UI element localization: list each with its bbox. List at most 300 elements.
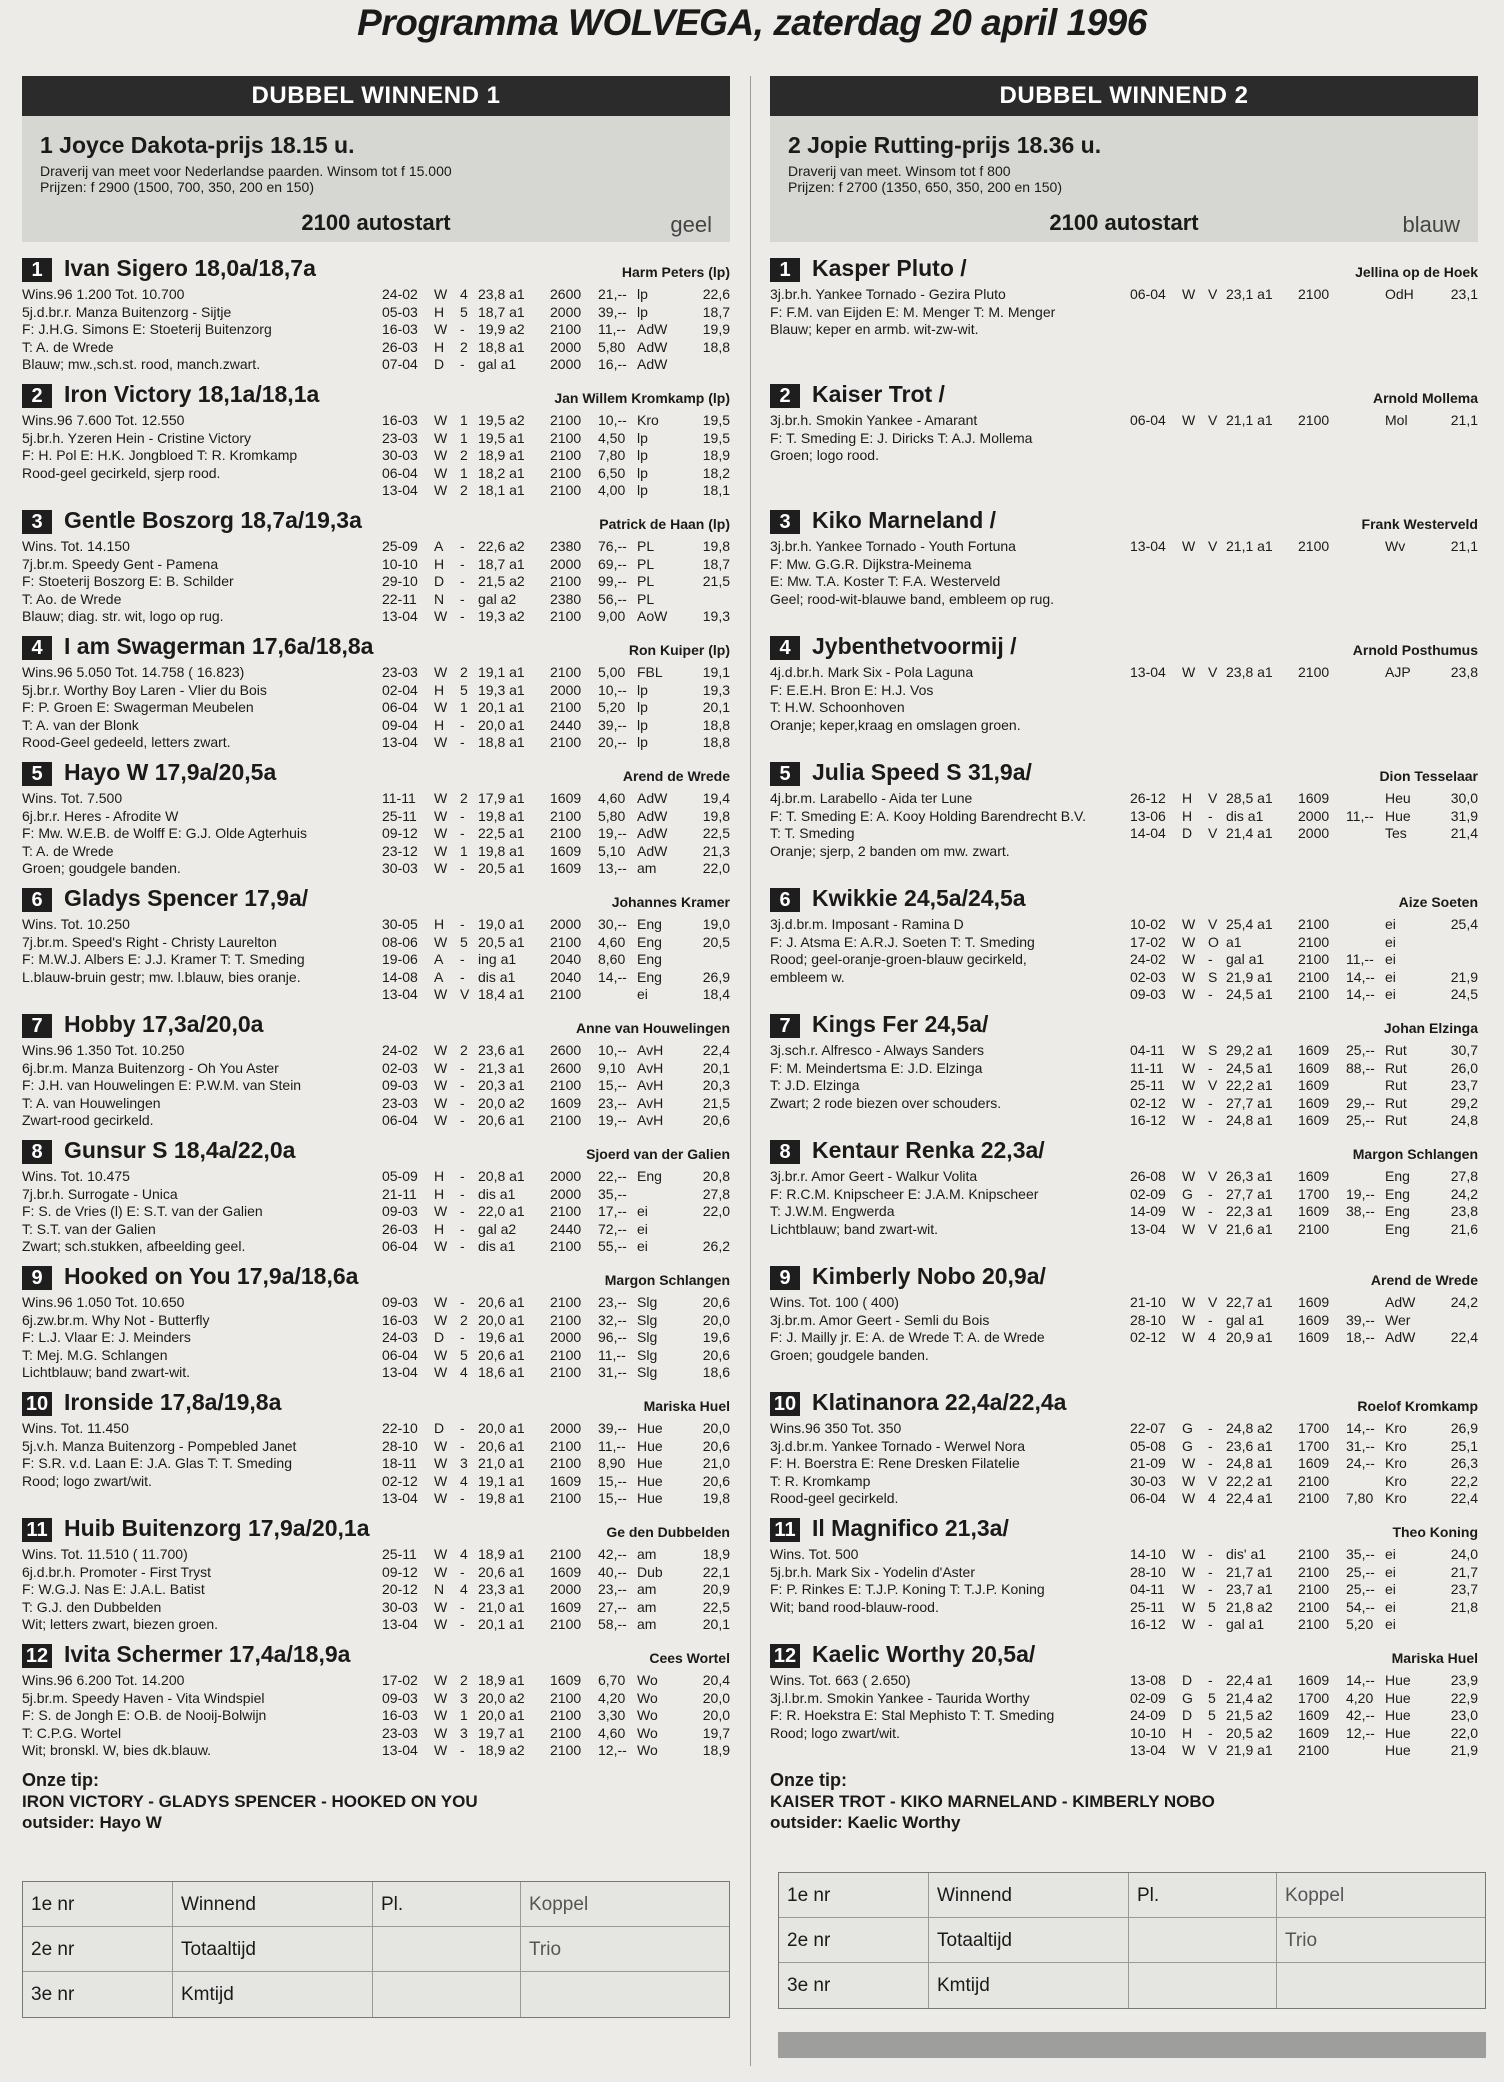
result-date: 06-04	[1130, 286, 1166, 302]
result-kmtime: 23,7	[1450, 1581, 1478, 1597]
result-kmtime: 21,3	[702, 842, 730, 859]
start-number: 10	[770, 1392, 800, 1416]
result-row	[1130, 286, 1478, 304]
result-row	[382, 412, 730, 430]
tip-line: KAISER TROT - KIKO MARNELAND - KIMBERLY NOBO	[770, 1792, 1215, 1811]
result-row	[1130, 412, 1478, 430]
result-distance: 1609	[1298, 1329, 1330, 1345]
result-odds: 39,--	[598, 1420, 627, 1436]
result-time: gal a1	[1226, 1311, 1265, 1328]
info-line: F: E.E.H. Bron E: H.J. Vos	[770, 681, 934, 698]
result-distance: 2600	[550, 1059, 582, 1076]
recent-results	[1130, 1168, 1478, 1238]
recent-results	[1130, 1294, 1478, 1347]
result-distance: 2100	[1298, 412, 1330, 428]
result-place: 2	[460, 1672, 468, 1688]
result-row	[382, 1364, 730, 1382]
info-line: Wins. Tot. 11.510 ( 11.700)	[22, 1546, 188, 1562]
result-distance: 1609	[550, 860, 582, 876]
result-track: W	[434, 608, 448, 624]
result-date: 23-03	[382, 664, 418, 680]
result-distance: 2000	[550, 338, 582, 355]
horse-header	[770, 758, 1478, 790]
horse-entry	[22, 254, 730, 380]
result-odds: 25,--	[1346, 1581, 1375, 1597]
horse-name: Ivan Sigero 18,0a/18,7a	[64, 254, 316, 281]
result-date: 14-10	[1130, 1546, 1166, 1562]
result-place: V	[1208, 1220, 1218, 1237]
info-line: Zwart; sch.stukken, afbeelding geel.	[22, 1238, 246, 1254]
result-kmtime: 18,7	[702, 303, 730, 320]
result-place: -	[460, 555, 465, 572]
info-line: Wins. Tot. 11.450	[22, 1420, 129, 1436]
result-distance: 1700	[1298, 1185, 1330, 1202]
result-track: W	[434, 1059, 448, 1076]
info-line: T: S.T. van der Galien	[22, 1220, 156, 1237]
result-distance: 2100	[550, 1203, 582, 1219]
result-row	[1130, 664, 1478, 682]
result-place: -	[460, 916, 465, 932]
result-place: 1	[460, 464, 468, 481]
result-time: 22,7 a1	[1226, 1294, 1273, 1310]
result-row	[1130, 1690, 1478, 1708]
result-driver: Rut	[1385, 1077, 1407, 1093]
result-date: 24-02	[382, 286, 418, 302]
result-kmtime: 21,1	[1450, 412, 1478, 428]
result-place: -	[460, 860, 465, 876]
info-line: 6j.zw.br.m. Why Not - Butterfly	[22, 1311, 210, 1328]
result-date: 21-11	[382, 1185, 417, 1202]
result-place: -	[460, 1437, 465, 1454]
result-place: -	[460, 608, 465, 624]
result-row	[382, 808, 730, 826]
info-line: 4j.br.m. Larabello - Aida ter Lune	[770, 790, 973, 806]
result-row	[382, 1168, 730, 1186]
result-time: 20,9 a1	[1226, 1329, 1273, 1345]
result-kmtime: 20,1	[702, 1059, 730, 1076]
start-number: 9	[770, 1266, 800, 1290]
result-track: W	[1182, 1311, 1196, 1328]
start-number: 1	[22, 258, 52, 282]
start-number: 12	[770, 1644, 800, 1668]
horse-header	[22, 884, 730, 916]
result-date: 16-03	[382, 1311, 418, 1328]
result-odds: 5,00	[598, 664, 626, 680]
info-line: Rood-geel gecirkeld, sjerp rood.	[22, 464, 221, 481]
horse-header	[770, 884, 1478, 916]
result-date: 13-04	[382, 608, 418, 624]
result-row	[382, 1438, 730, 1456]
form-cell-empty[interactable]	[373, 1972, 521, 2017]
horse-header	[770, 1010, 1478, 1042]
result-track: G	[1182, 1689, 1193, 1706]
result-time: 20,6 a1	[478, 1346, 525, 1363]
result-place: -	[460, 1598, 465, 1615]
horse-info	[22, 286, 382, 374]
result-date: 02-04	[382, 681, 418, 698]
result-track: D	[1182, 1672, 1193, 1688]
result-track: W	[434, 482, 448, 498]
result-row	[382, 825, 730, 843]
result-kmtime: 18,4	[702, 986, 730, 1002]
horse-header	[22, 506, 730, 538]
result-odds: 32,--	[598, 1311, 627, 1328]
result-distance: 1609	[550, 1563, 582, 1580]
result-row	[1130, 1077, 1478, 1095]
result-driver: Eng	[1385, 1220, 1410, 1237]
horse-info	[770, 1672, 1130, 1742]
result-place: S	[1208, 1042, 1218, 1058]
result-distance: 2100	[1298, 538, 1330, 554]
result-date: 25-11	[1130, 1077, 1165, 1093]
result-place: 5	[460, 1346, 468, 1363]
form-cell-empty[interactable]	[1277, 1963, 1485, 2008]
start-number: 7	[22, 1014, 52, 1038]
result-distance: 2100	[1298, 933, 1330, 950]
result-driver: ei	[1385, 1546, 1396, 1562]
result-time: 22,2 a1	[1226, 1077, 1273, 1093]
result-row	[382, 1221, 730, 1239]
result-driver: AdW	[637, 321, 668, 337]
horse-name: I am Swagerman 17,6a/18,8a	[64, 632, 374, 659]
result-kmtime: 22,5	[702, 1598, 730, 1615]
result-row	[382, 790, 730, 808]
result-time: 21,3 a1	[478, 1059, 525, 1076]
result-kmtime: 23,8	[1450, 1203, 1478, 1219]
driver-name: Arend de Wrede	[622, 768, 730, 784]
result-place: 1	[460, 412, 468, 428]
result-time: 19,3 a2	[478, 608, 525, 624]
result-driver: OdH	[1385, 286, 1414, 302]
result-kmtime: 19,7	[702, 1724, 730, 1741]
result-odds: 17,--	[598, 1203, 627, 1219]
result-track: W	[434, 860, 448, 876]
info-line: 5j.v.h. Manza Buitenzorg - Pompebled Janet	[22, 1437, 297, 1454]
result-distance: 1700	[1298, 1437, 1330, 1454]
result-place: -	[460, 1220, 465, 1237]
result-time: 22,2 a1	[1226, 1472, 1273, 1489]
horse-entry	[770, 506, 1478, 632]
result-kmtime: 27,8	[702, 1185, 730, 1202]
driver-name: Arend de Wrede	[1370, 1272, 1478, 1288]
result-odds: 11,--	[598, 321, 626, 337]
result-place: -	[1208, 1185, 1213, 1202]
form-cell-empty[interactable]	[521, 1972, 729, 2017]
result-odds: 22,--	[598, 1168, 627, 1184]
result-track: W	[1182, 286, 1196, 302]
horse-entry	[770, 1640, 1478, 1766]
result-row	[1130, 1616, 1478, 1634]
recent-results	[382, 916, 730, 1004]
result-odds: 35,--	[598, 1185, 627, 1202]
result-time: 19,8 a1	[478, 842, 525, 859]
result-place: 1	[460, 429, 468, 446]
result-row	[1130, 1672, 1478, 1690]
info-line: T: T. Smeding	[770, 825, 855, 841]
result-date: 25-11	[382, 807, 417, 824]
form-cell-empty[interactable]	[373, 1927, 521, 1972]
form-cell-label: Winnend	[173, 1882, 373, 1927]
result-odds: 24,--	[1346, 1455, 1375, 1471]
result-date: 24-02	[382, 1042, 418, 1058]
result-driver: ei	[1385, 933, 1396, 950]
result-time: 18,7 a1	[478, 303, 525, 320]
driver-name: Mariska Huel	[643, 1398, 730, 1414]
result-place: S	[1208, 968, 1218, 985]
result-track: W	[434, 1490, 448, 1506]
result-track: H	[1182, 807, 1193, 824]
result-distance: 2100	[1298, 1546, 1330, 1562]
result-time: 19,0 a1	[478, 916, 525, 932]
result-kmtime: 21,5	[702, 573, 730, 589]
result-kmtime: 22,9	[1450, 1689, 1478, 1706]
result-place: -	[1208, 1455, 1213, 1471]
info-line: T: Ao. de Wrede	[22, 590, 122, 607]
horse-entry	[770, 1514, 1478, 1640]
result-driver: Heu	[1385, 790, 1411, 806]
info-line: 6j.br.m. Manza Buitenzorg - Oh You Aster	[22, 1059, 279, 1076]
result-date: 13-04	[382, 1364, 418, 1380]
result-driver: Wo	[637, 1707, 658, 1723]
start-number: 12	[22, 1644, 52, 1668]
result-distance: 2100	[550, 464, 582, 481]
horse-name: Kimberly Nobo 20,9a/	[812, 1262, 1046, 1289]
result-driver: lp	[637, 734, 648, 750]
horse-header	[770, 1388, 1478, 1420]
result-track: W	[434, 699, 448, 715]
result-track: W	[1182, 1077, 1196, 1093]
result-time: 20,0 a1	[478, 1311, 525, 1328]
result-distance: 1609	[550, 1094, 582, 1111]
result-kmtime: 26,0	[1450, 1059, 1478, 1076]
form-cell-empty[interactable]	[1129, 1918, 1277, 1963]
result-track: W	[1182, 1616, 1196, 1632]
result-track: G	[1182, 1185, 1193, 1202]
result-driver: ei	[637, 986, 648, 1002]
start-number: 5	[770, 762, 800, 786]
result-driver: AdW	[1385, 1294, 1416, 1310]
result-odds: 42,--	[598, 1546, 627, 1562]
result-track: W	[434, 790, 448, 806]
info-line: T: J.W.M. Engwerda	[770, 1203, 895, 1219]
result-time: 19,5 a1	[478, 429, 525, 446]
horse-entry	[770, 758, 1478, 884]
recent-results	[382, 1672, 730, 1760]
result-date: 02-03	[1130, 968, 1166, 985]
result-track: W	[434, 1742, 448, 1758]
horse-info	[22, 916, 382, 986]
result-kmtime: 21,8	[1450, 1598, 1478, 1615]
info-line: E: Mw. T.A. Koster T: F.A. Westerveld	[770, 573, 1001, 589]
result-time: 18,8 a1	[478, 338, 525, 355]
result-driver: am	[637, 860, 657, 876]
result-date: 11-11	[1130, 1059, 1164, 1076]
result-kmtime: 20,9	[702, 1581, 730, 1597]
driver-name: Mariska Huel	[1391, 1650, 1478, 1666]
horse-name: Jybenthetvoormij /	[812, 632, 1017, 659]
result-driver: Rut	[1385, 1042, 1407, 1058]
result-distance: 1609	[1298, 1077, 1330, 1093]
result-driver: Mol	[1385, 412, 1408, 428]
result-kmtime: 21,9	[1450, 968, 1478, 985]
driver-name: Sjoerd van der Galien	[586, 1146, 730, 1162]
info-line: T: Mej. M.G. Schlangen	[22, 1346, 168, 1363]
result-kmtime: 18,8	[702, 338, 730, 355]
result-date: 06-04	[382, 699, 418, 715]
result-odds: 5,20	[1346, 1616, 1374, 1632]
result-kmtime: 18,7	[702, 555, 730, 572]
result-row	[382, 1312, 730, 1330]
result-distance: 1609	[1298, 1094, 1330, 1111]
result-place: 2	[460, 1311, 468, 1328]
result-date: 05-03	[382, 303, 418, 320]
result-kmtime: 26,3	[1450, 1455, 1478, 1471]
info-line: 7j.br.m. Speedy Gent - Pamena	[22, 555, 219, 572]
result-kmtime: 26,2	[702, 1238, 730, 1254]
result-place: 1	[460, 1707, 468, 1723]
driver-name: Jellina op de Hoek	[1355, 264, 1478, 280]
result-track: W	[434, 1616, 448, 1632]
result-row	[382, 1672, 730, 1690]
result-row	[1130, 1095, 1478, 1113]
result-time: 18,9 a1	[478, 447, 525, 463]
horse-header	[770, 1262, 1478, 1294]
driver-name: Theo Koning	[1392, 1524, 1478, 1540]
form-cell-label: Totaaltijd	[173, 1927, 373, 1972]
result-odds: 96,--	[598, 1329, 627, 1345]
result-place: -	[460, 1294, 465, 1310]
result-driver: Eng	[637, 1168, 662, 1184]
result-row	[382, 1112, 730, 1130]
form-cell-label: Koppel	[529, 1894, 589, 1915]
info-line: 3j.br.m. Amor Geert - Semli du Bois	[770, 1311, 990, 1328]
result-date: 20-12	[382, 1581, 418, 1597]
result-odds: 5,80	[598, 338, 626, 355]
result-row	[1130, 1168, 1478, 1186]
form-cell-empty[interactable]	[1129, 1963, 1277, 2008]
result-time: 20,5 a2	[1226, 1724, 1273, 1741]
result-date: 21-10	[1130, 1294, 1166, 1310]
result-time: 20,6 a1	[478, 1112, 525, 1128]
form-cell-label: Winnend	[929, 1873, 1129, 1918]
horse-info	[770, 538, 1130, 608]
result-row	[382, 1490, 730, 1508]
result-time: ing a1	[478, 951, 517, 967]
result-date: 14-09	[1130, 1203, 1166, 1219]
result-driver: Kro	[1385, 1490, 1407, 1506]
result-place: -	[460, 1742, 465, 1758]
result-driver: ei	[637, 1238, 648, 1254]
form-cell-label: 3e nr	[23, 1972, 173, 2017]
result-row	[1130, 1420, 1478, 1438]
info-line: Wins. Tot. 500	[770, 1546, 859, 1562]
result-time: 19,9 a2	[478, 321, 525, 337]
result-kmtime: 19,4	[702, 790, 730, 806]
result-place: -	[460, 1616, 465, 1632]
result-date: 02-12	[1130, 1329, 1166, 1345]
result-kmtime: 25,1	[1450, 1437, 1478, 1454]
form-cell-label: Trio	[1285, 1930, 1318, 1951]
result-odds: 14,--	[1346, 968, 1375, 985]
result-date: 09-03	[382, 1077, 418, 1093]
result-time: 22,5 a1	[478, 825, 525, 841]
result-time: 28,5 a1	[1226, 790, 1273, 806]
result-row	[382, 1564, 730, 1582]
race-banner: DUBBEL WINNEND 2	[770, 76, 1478, 116]
result-distance: 2100	[550, 986, 582, 1002]
result-date: 16-03	[382, 1707, 418, 1723]
result-distance: 2100	[550, 1294, 582, 1310]
result-distance: 2100	[550, 1112, 582, 1128]
result-place: -	[1208, 807, 1213, 824]
result-distance: 2100	[550, 482, 582, 498]
result-place: 4	[460, 1581, 468, 1597]
result-place: -	[460, 538, 465, 554]
result-track: W	[434, 1437, 448, 1454]
result-driver: lp	[637, 429, 648, 446]
result-odds: 31,--	[598, 1364, 627, 1380]
result-date: 25-11	[1130, 1598, 1165, 1615]
info-line: F: J.H. van Houwelingen E: P.W.M. van Stein	[22, 1077, 302, 1093]
result-distance: 2100	[550, 1346, 582, 1363]
result-distance: 2100	[1298, 1581, 1330, 1597]
result-time: 20,6 a1	[478, 1563, 525, 1580]
result-kmtime: 20,6	[702, 1346, 730, 1363]
result-row	[382, 1329, 730, 1347]
result-place: -	[460, 1077, 465, 1093]
result-odds: 99,--	[598, 573, 627, 589]
horse-name: Kiko Marneland /	[812, 506, 997, 533]
result-date: 16-12	[1130, 1616, 1166, 1632]
result-time: 21,1 a1	[1226, 412, 1273, 428]
result-driver: lp	[637, 681, 648, 698]
result-track: W	[1182, 1329, 1196, 1345]
result-time: 21,4 a2	[1226, 1689, 1273, 1706]
result-row	[1130, 951, 1478, 969]
result-distance: 1700	[1298, 1689, 1330, 1706]
race-start: 2100 autostart	[1049, 210, 1199, 235]
info-line: F: W.G.J. Nas E: J.A.L. Batist	[22, 1581, 205, 1597]
result-distance: 2100	[550, 734, 582, 750]
result-date: 13-04	[1130, 1742, 1166, 1758]
result-track: W	[434, 321, 448, 337]
result-date: 21-09	[1130, 1455, 1166, 1471]
recent-results	[382, 538, 730, 626]
form-row	[779, 1873, 1485, 1918]
result-odds: 14,--	[1346, 1672, 1375, 1688]
result-kmtime: 20,8	[702, 1168, 730, 1184]
result-time: 21,5 a2	[1226, 1707, 1273, 1723]
result-driver: AJP	[1385, 664, 1411, 680]
result-kmtime: 23,8	[1450, 664, 1478, 680]
result-place: V	[1208, 286, 1218, 302]
result-odds: 58,--	[598, 1616, 627, 1632]
result-odds: 25,--	[1346, 1042, 1375, 1058]
result-time: 20,0 a2	[478, 1689, 525, 1706]
result-date: 13-04	[382, 1616, 418, 1632]
result-time: 20,6 a1	[478, 1437, 525, 1454]
result-distance: 2380	[550, 538, 582, 554]
result-time: gal a1	[1226, 951, 1265, 967]
result-date: 28-10	[1130, 1311, 1166, 1328]
result-date: 22-11	[382, 590, 417, 607]
result-kmtime: 19,3	[702, 608, 730, 624]
result-row	[382, 573, 730, 591]
result-odds: 3,30	[598, 1707, 626, 1723]
result-driver: Rut	[1385, 1094, 1407, 1111]
info-line: Wins.96 1.350 Tot. 10.250	[22, 1042, 185, 1058]
result-place: 2	[460, 338, 468, 355]
